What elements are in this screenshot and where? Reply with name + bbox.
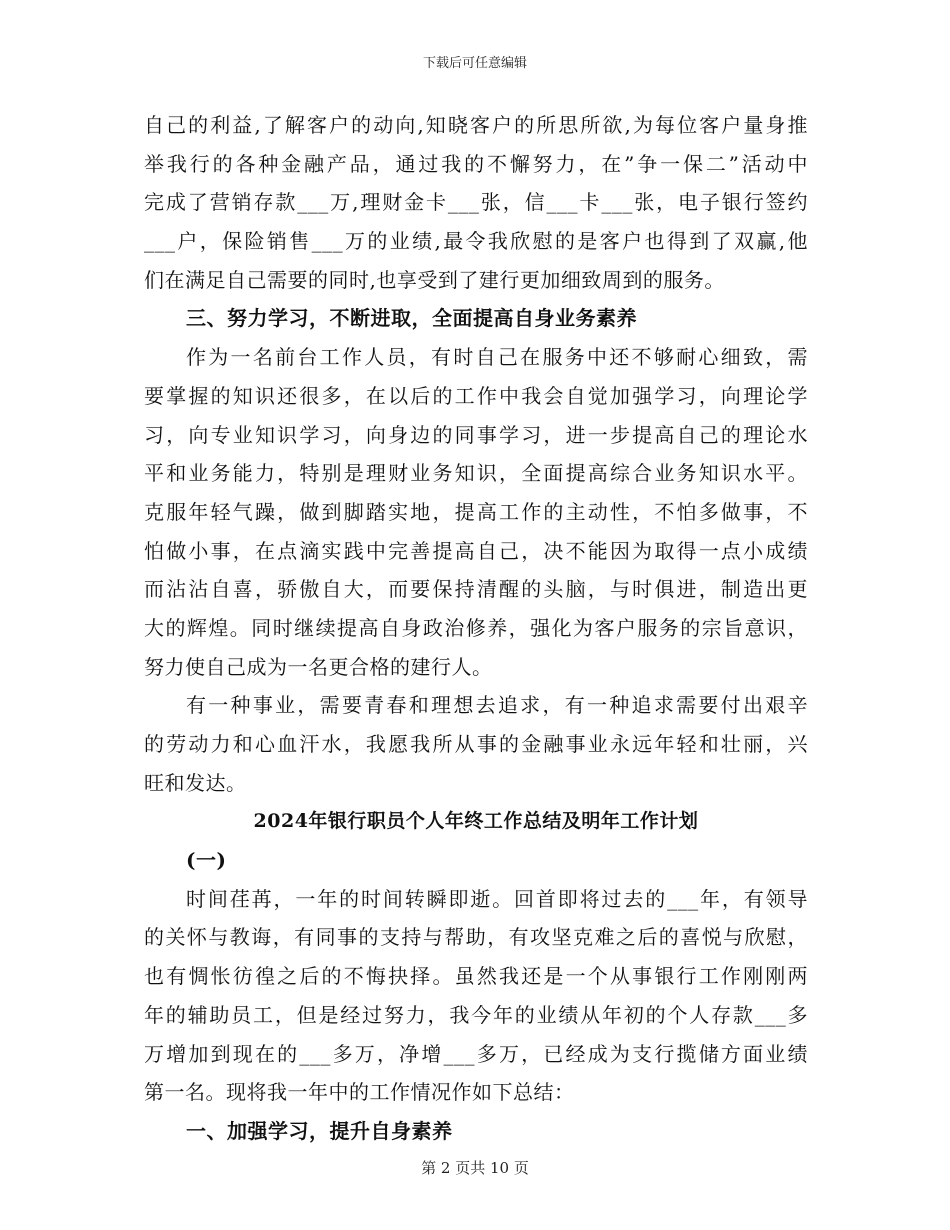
document-title: 2024年银行职员个人年终工作总结及明年工作计划: [253, 810, 699, 833]
body-line: 旺和发达。: [144, 770, 247, 795]
body-line: 怕做小事，在点滴实践中完善提高自己，决不能因为取得一点小成绩: [144, 538, 808, 563]
body-line: 第一名。现将我一年中的工作情况作如下总结：: [144, 1080, 575, 1105]
body-line: 自己的利益,了解客户的动向,知晓客户的所思所欲,为每位客户量身推: [144, 113, 808, 137]
section-heading: (一): [186, 848, 227, 873]
body-line: 努力使自己成为一名更合格的建行人。: [144, 654, 493, 679]
body-line: 大的辉煌。同时继续提高自身政治修养，强化为客户服务的宗旨意识，: [144, 615, 808, 640]
body-line: 的关怀与教诲，有同事的支持与帮助，有攻坚克难之后的喜悦与欣慰，: [144, 925, 808, 950]
body-line: 完成了营销存款___万,理财金卡___张，信___卡___张，电子银行签约: [144, 190, 808, 215]
page-header: 下载后可任意编辑: [422, 56, 527, 71]
section-heading: 三、努力学习，不断进取，全面提高自身业务素养: [186, 306, 637, 331]
body-line: 们在满足自己需要的同时,也享受到了建行更加细致周到的服务。: [144, 267, 725, 292]
body-line: 万增加到现在的___多万，净增___多万，已经成为支行揽储方面业绩: [144, 1041, 808, 1066]
body-line: 举我行的各种金融产品，通过我的不懈努力，在”争一保二”活动中: [144, 151, 808, 176]
document-body: [144, 106, 808, 1151]
body-line: 时间荏苒，一年的时间转瞬即逝。回首即将过去的___年，有领导: [186, 886, 808, 911]
body-line: 也有惆怅彷徨之后的不悔抉择。虽然我还是一个从事银行工作刚刚两: [144, 964, 808, 989]
body-line: 的劳动力和心血汗水，我愿我所从事的金融事业永远年轻和壮丽，兴: [144, 732, 808, 756]
body-line: 克服年轻气躁，做到脚踏实地，提高工作的主动性，不怕多做事，不: [144, 499, 808, 524]
body-line: 要掌握的知识还很多，在以后的工作中我会自觉加强学习，向理论学: [144, 383, 808, 408]
section-heading: 一、加强学习，提升自身素养: [186, 1118, 453, 1143]
body-line: 作为一名前台工作人员，有时自己在服务中还不够耐心细致，需: [186, 345, 808, 370]
body-line: ___户，保险销售___万的业绩,最令我欣慰的是客户也得到了双赢,他: [144, 229, 808, 254]
body-line: 习，向专业知识学习，向身边的同事学习，进一步提高自己的理论水: [144, 422, 808, 447]
page-footer: 第 2 页共 10 页: [421, 1159, 529, 1177]
body-line: 有一种事业，需要青春和理想去追求，有一种追求需要付出艰辛: [186, 693, 808, 718]
body-line: 平和业务能力，特别是理财业务知识，全面提高综合业务知识水平。: [144, 461, 808, 486]
body-line: 而沾沾自喜，骄傲自大，而要保持清醒的头脑，与时俱进，制造出更: [144, 577, 808, 602]
body-line: 年的辅助员工，但是经过努力，我今年的业绩从年初的个人存款___多: [144, 1002, 808, 1027]
